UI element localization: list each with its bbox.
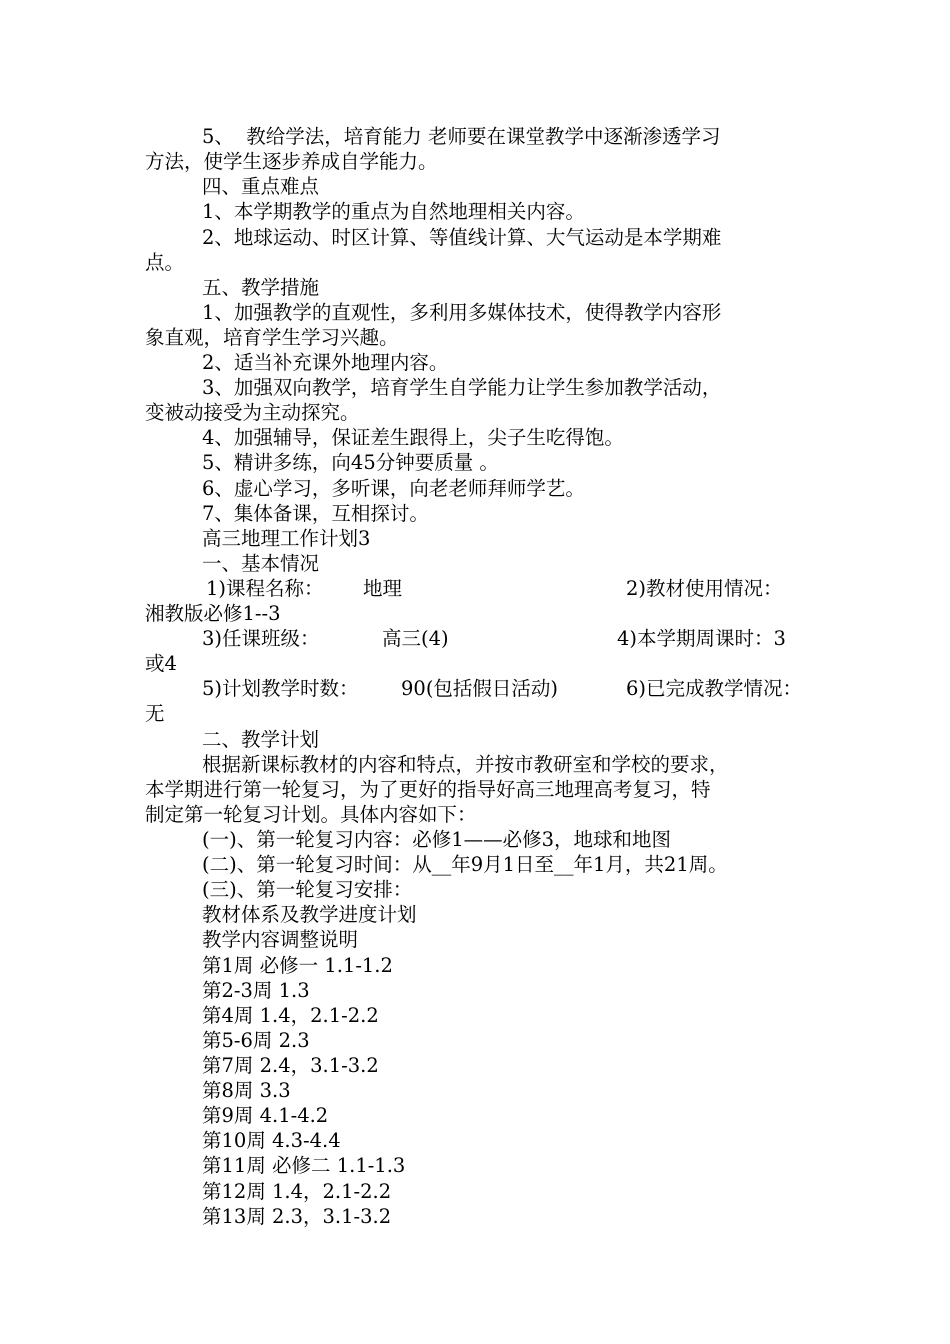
section-heading: 四、重点难点	[202, 175, 320, 198]
schedule-row: 第13周 2.3，3.1-3.2	[202, 1205, 392, 1228]
text-line: 或4	[145, 652, 177, 675]
section-heading: 五、教学措施	[202, 276, 320, 299]
text-line: 4、加强辅导，保证差生跟得上，尖子生吃得饱。	[202, 426, 624, 449]
info-value: 地理	[363, 577, 403, 600]
schedule-row: 第1周 必修一 1.1-1.2	[202, 954, 393, 977]
schedule-row: 第2-3周 1.3	[202, 979, 310, 1002]
document-title: 高三地理工作计划3	[202, 527, 371, 550]
text-line: 无	[145, 702, 165, 725]
text-line: 教材体系及教学进度计划	[202, 903, 417, 926]
text-line: 教学内容调整说明	[202, 928, 359, 951]
info-label: 1)课程名称：	[206, 577, 324, 600]
text-line: 方法，使学生逐步养成自学能力。	[145, 150, 438, 173]
info-label: 4)本学期周课时：3	[617, 627, 786, 650]
info-label: 3)任课班级：	[202, 627, 320, 650]
info-value: 90(包括假日活动)	[401, 677, 559, 700]
schedule-row: 第5-6周 2.3	[202, 1029, 310, 1052]
text-line: 3、加强双向教学，培育学生自学能力让学生参加教学活动，	[202, 376, 722, 399]
section-heading: 一、基本情况	[202, 552, 320, 575]
schedule-row: 第11周 必修二 1.1-1.3	[202, 1154, 406, 1177]
info-label: 5)计划教学时数：	[202, 677, 359, 700]
text-line: 5、 教给学法，培育能力 老师要在课堂教学中逐渐渗透学习	[202, 125, 721, 148]
text-line: (一)、第一轮复习内容：必修1——必修3，地球和地图	[202, 828, 672, 851]
text-line: (二)、第一轮复习时间：从__年9月1日至__年1月，共21周。	[202, 853, 728, 876]
schedule-row: 第7周 2.4，3.1-3.2	[202, 1054, 379, 1077]
text-line: 象直观，培育学生学习兴趣。	[145, 326, 399, 349]
info-label: 2)教材使用情况：	[626, 577, 783, 600]
text-line: (三)、第一轮复习安排：	[202, 878, 413, 901]
schedule-row: 第9周 4.1-4.2	[202, 1104, 329, 1127]
text-line: 湘教版必修1--3	[145, 602, 281, 625]
text-line: 点。	[145, 251, 185, 274]
section-heading: 二、教学计划	[202, 728, 320, 751]
text-line: 5、精讲多练，向45分钟要质量 。	[202, 451, 499, 474]
schedule-row: 第8周 3.3	[202, 1079, 291, 1102]
text-line: 根据新课标教材的内容和特点，并按市教研室和学校的要求，	[202, 753, 729, 776]
schedule-row: 第10周 4.3-4.4	[202, 1129, 341, 1152]
schedule-row: 第4周 1.4，2.1-2.2	[202, 1004, 379, 1027]
text-line: 1、本学期教学的重点为自然地理相关内容。	[202, 200, 585, 223]
text-line: 6、虚心学习，多听课，向老老师拜师学艺。	[202, 477, 585, 500]
schedule-row: 第12周 1.4，2.1-2.2	[202, 1180, 392, 1203]
text-line: 变被动接受为主动探究。	[145, 401, 360, 424]
info-value: 高三(4)	[382, 627, 449, 650]
text-line: 本学期进行第一轮复习，为了更好的指导好高三地理高考复习，特	[145, 778, 711, 801]
text-line: 7、集体备课，互相探讨。	[202, 502, 429, 525]
text-line: 2、适当补充课外地理内容。	[202, 351, 449, 374]
info-label: 6)已完成教学情况：	[626, 677, 803, 700]
text-line: 1、加强教学的直观性，多利用多媒体技术，使得教学内容形	[202, 301, 722, 324]
text-line: 制定第一轮复习计划。具体内容如下：	[145, 803, 477, 826]
text-line: 2、地球运动、时区计算、等值线计算、大气运动是本学期难	[202, 226, 722, 249]
